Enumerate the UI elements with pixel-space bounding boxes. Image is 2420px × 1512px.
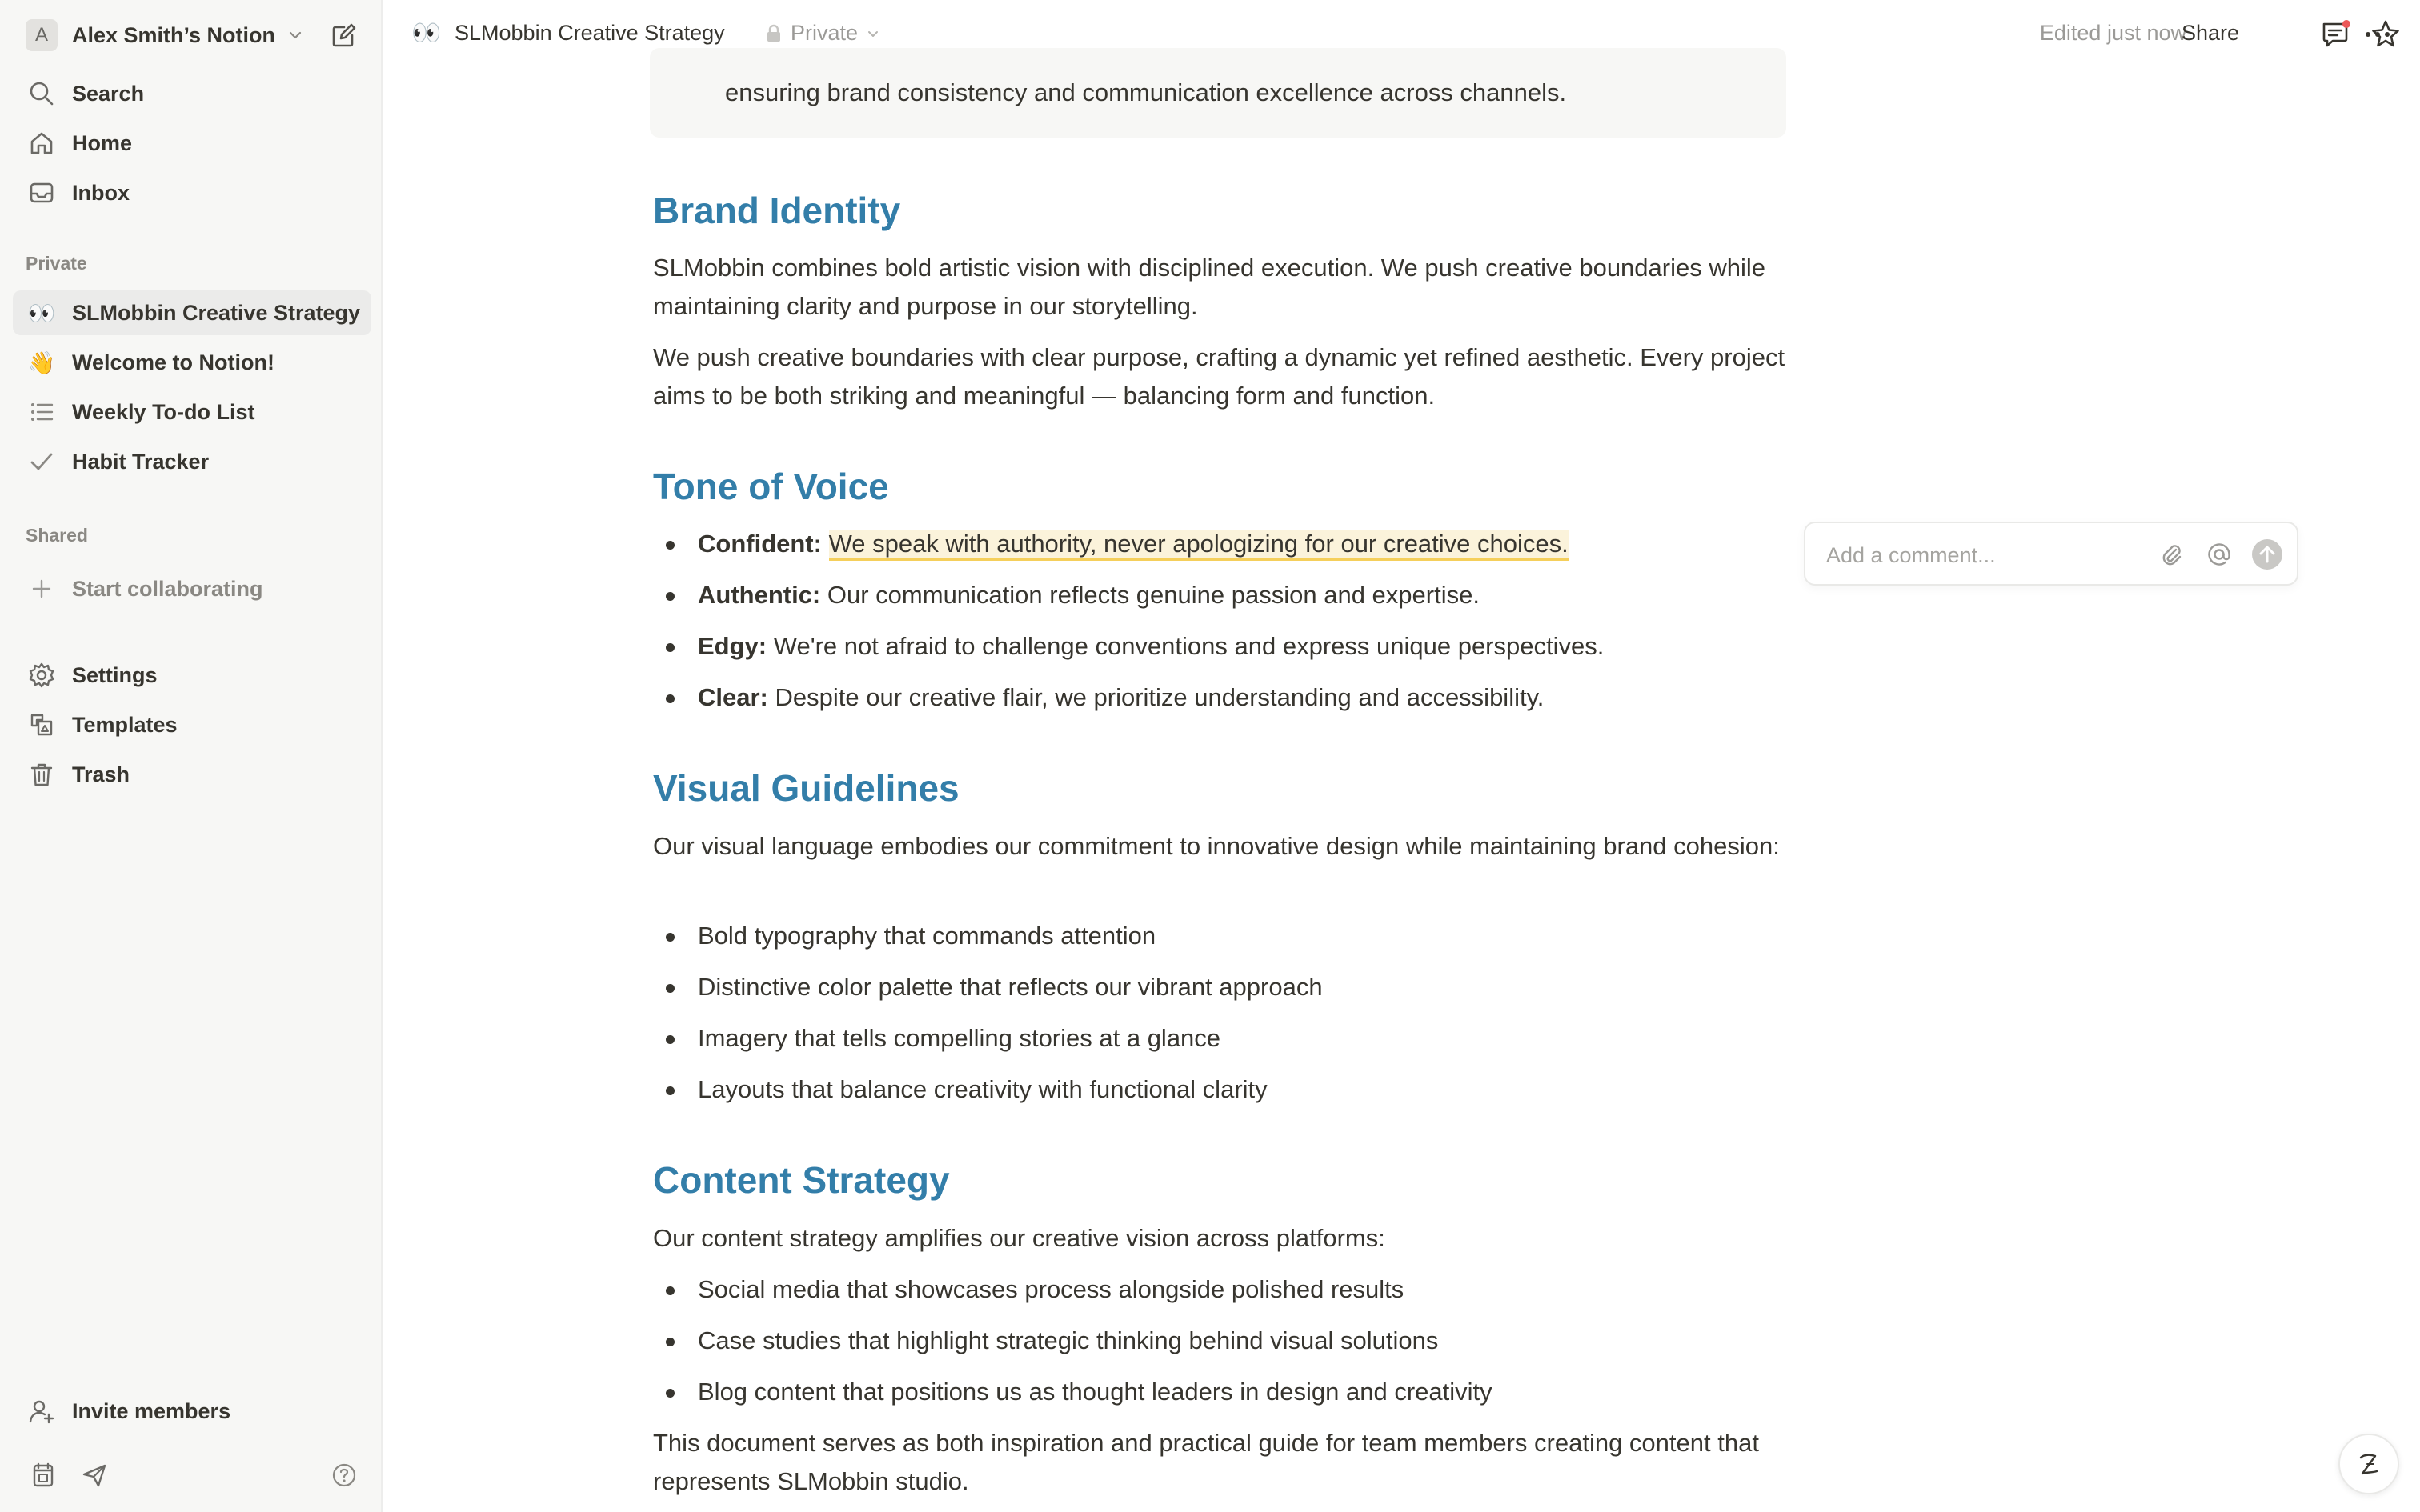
list-item-text: Despite our creative flair, we prioritize understanding and accessibility.: [775, 683, 1545, 711]
mention-icon[interactable]: [2202, 538, 2236, 571]
home-icon: [27, 129, 56, 158]
paragraph: We push creative boundaries with clear purpose, crafting a dynamic yet refined aesthetic. Every project aims to be both striking and meaningful — balancing form and function.: [653, 343, 1785, 410]
list-item-term: Clear:: [698, 683, 768, 711]
gear-icon: [27, 661, 56, 690]
notion-ai-button[interactable]: [2338, 1434, 2399, 1494]
eyes-emoji-icon: 👀: [27, 300, 56, 326]
trash-icon: [27, 760, 56, 789]
workspace-switcher[interactable]: [26, 18, 362, 53]
sidebar-item-invite-members[interactable]: [13, 1389, 371, 1434]
heading-brand-identity: Brand Identity: [653, 190, 901, 231]
privacy-label: Private: [791, 21, 859, 45]
paragraph: Our content strategy amplifies our creative vision across platforms:: [653, 1224, 1385, 1252]
list-item: Imagery that tells compelling stories at a glance: [666, 1019, 1220, 1058]
check-icon: [27, 447, 56, 476]
sidebar-item-templates[interactable]: [13, 702, 371, 747]
plus-icon: [27, 574, 56, 603]
heading-visual-guidelines: Visual Guidelines: [653, 767, 960, 809]
list-item-term: Confident:: [698, 530, 822, 558]
templates-icon: [27, 710, 56, 739]
list-item-text: We're not afraid to challenge conventions and express unique perspectives.: [773, 632, 1605, 660]
sidebar-item-label: Welcome to Notion!: [72, 350, 274, 374]
list-item: Layouts that balance creativity with functional clarity: [666, 1070, 1268, 1109]
list-item: Case studies that highlight strategic thinking behind visual solutions: [666, 1322, 1438, 1360]
sidebar-item-settings[interactable]: [13, 653, 371, 698]
paragraph: This document serves as both inspiration and practical guide for team members creating content that represents SLMobbin studio.: [653, 1429, 1759, 1495]
share-button[interactable]: Share: [2181, 21, 2239, 45]
comment-composer: [1804, 522, 2298, 586]
sidebar-item-label: Weekly To-do List: [72, 399, 255, 424]
heading-tone-of-voice: Tone of Voice: [653, 466, 889, 507]
list-item: [666, 525, 1569, 563]
edited-status: Edited just now: [2039, 21, 2186, 45]
lock-icon: [765, 24, 783, 43]
sidebar-item-label: Home: [72, 130, 133, 155]
list-item: [666, 576, 1480, 614]
sidebar-item-start-collaborating[interactable]: [13, 566, 371, 611]
section-label-shared: Shared: [26, 525, 88, 546]
sidebar-item-inbox[interactable]: [13, 170, 371, 215]
comments-icon[interactable]: [2318, 16, 2354, 53]
attachment-icon[interactable]: [2154, 538, 2188, 571]
callout-text: ensuring brand consistency and communication excellence across channels.: [725, 78, 1567, 106]
paragraph: Our visual language embodies our commitment to innovative design while maintaining brand cohesion:: [653, 832, 1780, 860]
privacy-selector[interactable]: [765, 21, 880, 46]
list-item-text: Our communication reflects genuine passion and expertise.: [827, 581, 1480, 609]
chevron-down-icon: [286, 26, 304, 44]
paragraph: SLMobbin combines bold artistic vision with disciplined execution. We push creative boundaries while maintaining clarity and purpose in our storytelling.: [653, 254, 1765, 320]
invite-people-icon: [27, 1397, 56, 1426]
send-comment-icon[interactable]: [2250, 538, 2284, 571]
sidebar-item-label: Habit Tracker: [72, 449, 210, 474]
heading-content-strategy: Content Strategy: [653, 1159, 950, 1201]
list-item: [666, 627, 1604, 666]
sidebar-item-label: Search: [72, 81, 145, 106]
sidebar-item-habit-tracker[interactable]: [13, 439, 371, 484]
sidebar-item-label: Inbox: [72, 180, 130, 205]
notification-dot: [2342, 20, 2350, 28]
comment-input[interactable]: [1825, 538, 2132, 573]
section-label-private: Private: [26, 253, 87, 274]
list-item: Bold typography that commands attention: [666, 917, 1156, 955]
sidebar: [0, 0, 383, 1512]
chevron-down-icon: [866, 26, 880, 41]
send-icon[interactable]: [77, 1458, 112, 1493]
list-item: [666, 678, 1544, 717]
list-item-term: Authentic:: [698, 581, 821, 609]
sidebar-footer: [26, 1458, 362, 1493]
sidebar-item-label: Trash: [72, 762, 130, 786]
highlighted-comment-text[interactable]: We speak with authority, never apologizing for our creative choices.: [829, 530, 1569, 561]
breadcrumb-page-title[interactable]: SLMobbin Creative Strategy: [455, 21, 725, 45]
help-icon[interactable]: [327, 1458, 362, 1493]
workspace-name: Alex Smith’s Notion: [72, 22, 276, 47]
page-emoji-icon[interactable]: 👀: [411, 20, 442, 46]
list-item: Distinctive color palette that reflects our vibrant approach: [666, 968, 1323, 1006]
waving-hand-emoji-icon: 👋: [27, 350, 56, 375]
sidebar-item-label: Templates: [72, 712, 178, 737]
list-item: Blog content that positions us as thought leaders in design and creativity: [666, 1373, 1492, 1411]
sidebar-item-home[interactable]: [13, 121, 371, 166]
sidebar-item-search[interactable]: [13, 71, 371, 116]
sidebar-item-label: Start collaborating: [72, 576, 263, 601]
notion-ai-icon: [2353, 1448, 2385, 1480]
calendar-icon[interactable]: [26, 1458, 61, 1493]
sidebar-item-trash[interactable]: [13, 752, 371, 797]
sidebar-item-label: Settings: [72, 662, 158, 687]
sidebar-item-label: Invite members: [72, 1398, 231, 1423]
sidebar-item-slmobbin-creative-strategy[interactable]: [13, 290, 371, 335]
search-icon: [27, 79, 56, 108]
list-item-term: Edgy:: [698, 632, 767, 660]
sidebar-item-welcome[interactable]: [13, 340, 371, 385]
workspace-avatar: A: [26, 19, 58, 51]
inbox-icon: [27, 178, 56, 207]
list-item: Social media that showcases process alongside polished results: [666, 1270, 1404, 1309]
new-page-icon[interactable]: [327, 18, 362, 53]
sidebar-item-weekly-todo[interactable]: [13, 390, 371, 434]
list-icon: [27, 398, 56, 426]
more-options-icon[interactable]: [2359, 16, 2396, 53]
sidebar-item-label: SLMobbin Creative Strategy: [72, 300, 361, 325]
